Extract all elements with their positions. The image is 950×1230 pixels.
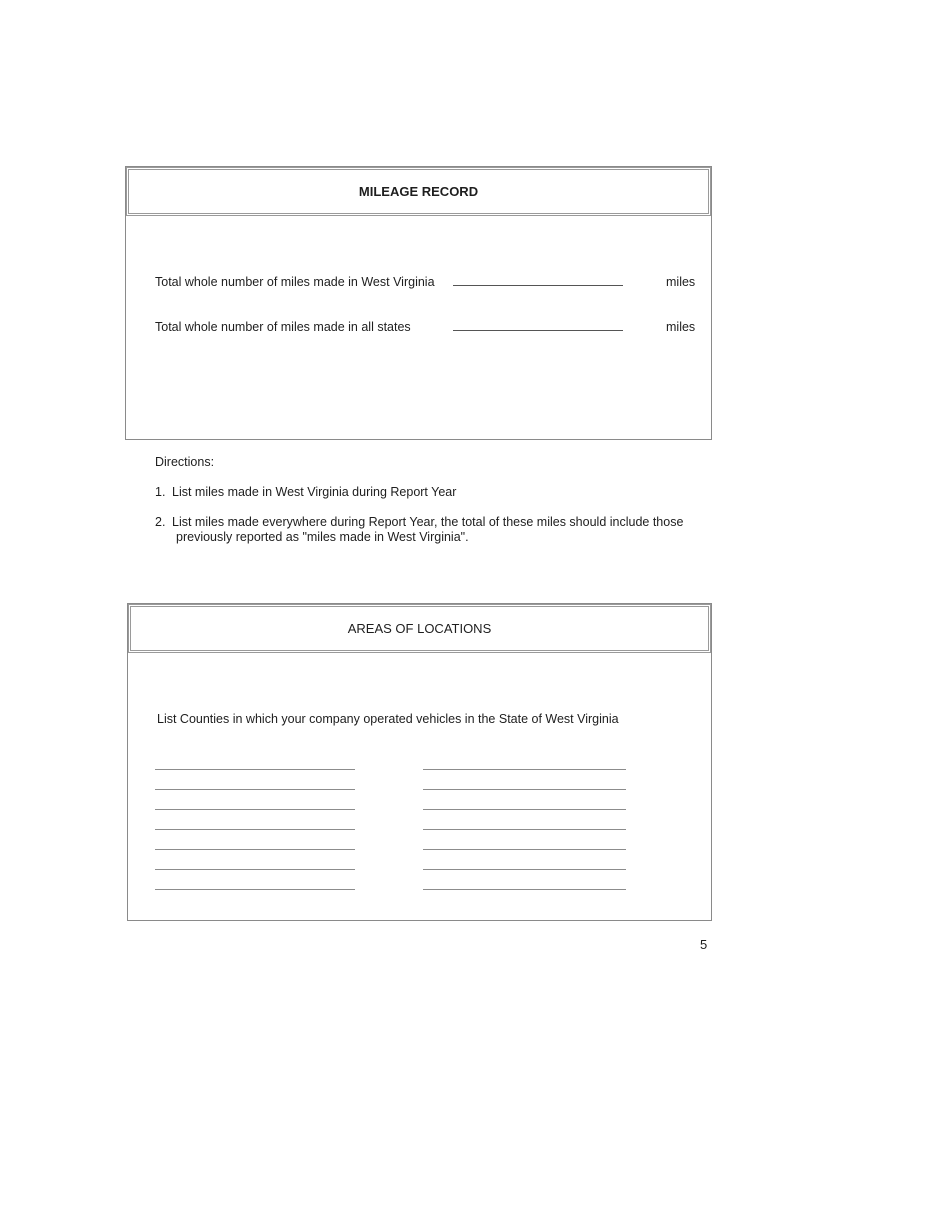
county-field[interactable] — [423, 870, 626, 890]
county-lines-right-column — [423, 769, 626, 890]
miles-unit-label: miles — [666, 320, 696, 334]
county-field[interactable] — [155, 850, 355, 870]
directions-title: Directions: — [155, 455, 215, 469]
county-field[interactable] — [423, 830, 626, 850]
direction-text-continuation: previously reported as "miles made in West Virginia". — [176, 530, 469, 544]
county-field[interactable] — [155, 770, 355, 790]
county-field[interactable] — [423, 850, 626, 870]
county-field[interactable] — [423, 790, 626, 810]
areas-of-locations-title: AREAS OF LOCATIONS — [128, 604, 711, 653]
direction-number: 2. — [155, 515, 166, 529]
areas-instruction: List Counties in which your company operated vehicles in the State of West Virginia — [157, 712, 619, 726]
miles-west-virginia-label: Total whole number of miles made in West Virginia — [155, 275, 435, 289]
county-field[interactable] — [423, 770, 626, 790]
direction-number: 1. — [155, 485, 166, 499]
miles-west-virginia-field[interactable] — [453, 285, 623, 286]
county-field[interactable] — [155, 790, 355, 810]
areas-of-locations-section — [127, 603, 712, 921]
county-field[interactable] — [155, 870, 355, 890]
direction-text: List miles made in West Virginia during Report Year — [172, 485, 457, 499]
miles-unit-label: miles — [666, 275, 696, 289]
direction-item — [155, 515, 715, 545]
direction-item — [155, 485, 715, 500]
mileage-record-title: MILEAGE RECORD — [126, 167, 711, 216]
page-number: 5 — [700, 937, 708, 952]
county-field[interactable] — [423, 810, 626, 830]
county-field[interactable] — [155, 830, 355, 850]
directions-list — [155, 485, 715, 545]
miles-all-states-field[interactable] — [453, 330, 623, 331]
county-lines-left-column — [155, 769, 355, 890]
mileage-record-section — [125, 166, 712, 440]
directions-section — [155, 455, 715, 560]
direction-text: List miles made everywhere during Report Year, the total of these miles should include those — [172, 515, 684, 529]
county-field[interactable] — [155, 810, 355, 830]
miles-all-states-label: Total whole number of miles made in all states — [155, 320, 411, 334]
